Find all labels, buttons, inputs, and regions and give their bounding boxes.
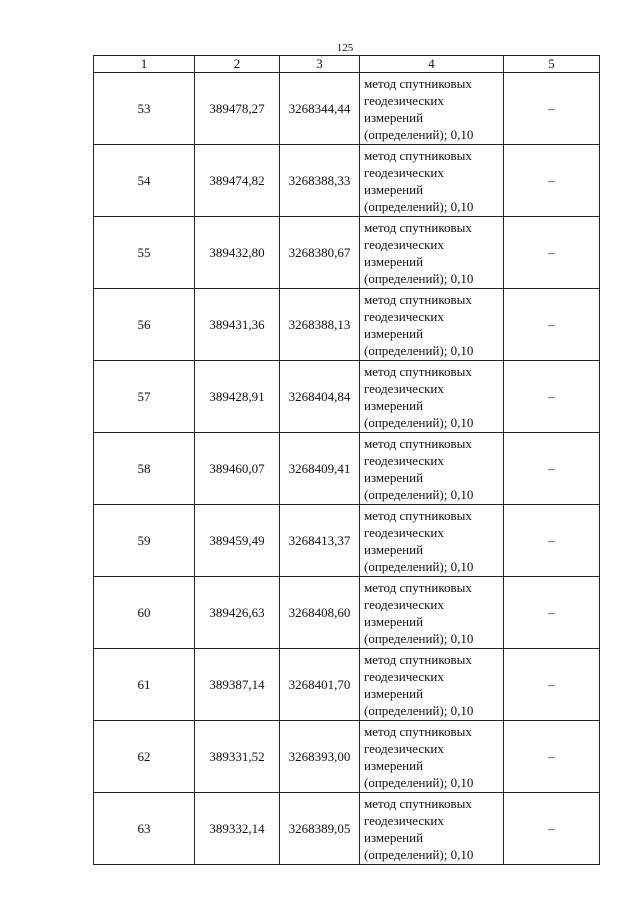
method-text-line: геодезических	[364, 741, 444, 756]
y-coordinate-cell: 3268393,00	[280, 721, 360, 793]
method-text-line: (определений); 0,10	[364, 487, 474, 502]
header-col-2: 2	[195, 56, 280, 73]
y-coordinate-cell: 3268388,13	[280, 289, 360, 361]
method-text-line: геодезических	[364, 597, 444, 612]
y-coordinate-cell: 3268413,37	[280, 505, 360, 577]
method-text-line: измерений	[364, 326, 424, 341]
coordinates-table	[93, 55, 600, 865]
method-text-line: измерений	[364, 686, 424, 701]
method-cell	[360, 145, 504, 217]
x-coordinate-cell: 389478,27	[195, 73, 280, 145]
y-coordinate-cell: 3268389,05	[280, 793, 360, 865]
table-row	[94, 793, 600, 865]
method-text-line: метод спутниковых	[364, 292, 472, 307]
y-coordinate-cell: 3268408,60	[280, 577, 360, 649]
method-text-line: геодезических	[364, 381, 444, 396]
x-coordinate-cell: 389459,49	[195, 505, 280, 577]
method-text-line: измерений	[364, 758, 424, 773]
method-text-line: (определений); 0,10	[364, 271, 474, 286]
method-cell	[360, 793, 504, 865]
table-row	[94, 649, 600, 721]
y-coordinate-cell: 3268409,41	[280, 433, 360, 505]
method-text-line: метод спутниковых	[364, 724, 472, 739]
method-text-line: геодезических	[364, 309, 444, 324]
method-text-line: (определений); 0,10	[364, 343, 474, 358]
method-text-line: (определений); 0,10	[364, 127, 474, 142]
col5-cell: –	[504, 361, 600, 433]
header-col-1: 1	[94, 56, 195, 73]
method-text-line: измерений	[364, 110, 424, 125]
y-coordinate-cell: 3268380,67	[280, 217, 360, 289]
method-text-line: метод спутниковых	[364, 580, 472, 595]
method-cell	[360, 433, 504, 505]
col5-cell: –	[504, 505, 600, 577]
method-text-line: метод спутниковых	[364, 508, 472, 523]
point-number-cell: 56	[94, 289, 195, 361]
method-text-line: (определений); 0,10	[364, 631, 474, 646]
method-text-line: метод спутниковых	[364, 436, 472, 451]
method-text-line: (определений); 0,10	[364, 847, 474, 862]
point-number-cell: 63	[94, 793, 195, 865]
table-row	[94, 721, 600, 793]
method-cell	[360, 721, 504, 793]
method-text-line: метод спутниковых	[364, 76, 472, 91]
page-number: 125	[336, 42, 354, 54]
col5-cell: –	[504, 577, 600, 649]
method-text-line: геодезических	[364, 525, 444, 540]
point-number-cell: 58	[94, 433, 195, 505]
method-cell	[360, 505, 504, 577]
header-row	[94, 56, 600, 73]
method-text-line: (определений); 0,10	[364, 559, 474, 574]
table-row	[94, 73, 600, 145]
method-text-line: метод спутниковых	[364, 796, 472, 811]
table-row	[94, 433, 600, 505]
method-text-line: (определений); 0,10	[364, 415, 474, 430]
point-number-cell: 60	[94, 577, 195, 649]
table-row	[94, 289, 600, 361]
method-text-line: геодезических	[364, 813, 444, 828]
y-coordinate-cell: 3268388,33	[280, 145, 360, 217]
y-coordinate-cell: 3268404,84	[280, 361, 360, 433]
x-coordinate-cell: 389331,52	[195, 721, 280, 793]
x-coordinate-cell: 389431,36	[195, 289, 280, 361]
col5-cell: –	[504, 649, 600, 721]
table-row	[94, 505, 600, 577]
x-coordinate-cell: 389432,80	[195, 217, 280, 289]
method-text-line: (определений); 0,10	[364, 199, 474, 214]
table-row	[94, 217, 600, 289]
col5-cell: –	[504, 289, 600, 361]
method-text-line: измерений	[364, 614, 424, 629]
table-row	[94, 361, 600, 433]
y-coordinate-cell: 3268344,44	[280, 73, 360, 145]
method-cell	[360, 649, 504, 721]
method-text-line: метод спутниковых	[364, 652, 472, 667]
method-cell	[360, 577, 504, 649]
method-text-line: геодезических	[364, 165, 444, 180]
method-text-line: геодезических	[364, 669, 444, 684]
x-coordinate-cell: 389428,91	[195, 361, 280, 433]
col5-cell: –	[504, 145, 600, 217]
point-number-cell: 55	[94, 217, 195, 289]
col5-cell: –	[504, 433, 600, 505]
header-col-3: 3	[280, 56, 360, 73]
method-text-line: измерений	[364, 470, 424, 485]
table-row	[94, 145, 600, 217]
col5-cell: –	[504, 73, 600, 145]
table-body	[94, 73, 600, 865]
y-coordinate-cell: 3268401,70	[280, 649, 360, 721]
point-number-cell: 54	[94, 145, 195, 217]
x-coordinate-cell: 389460,07	[195, 433, 280, 505]
point-number-cell: 62	[94, 721, 195, 793]
method-text-line: метод спутниковых	[364, 220, 472, 235]
method-text-line: (определений); 0,10	[364, 703, 474, 718]
point-number-cell: 53	[94, 73, 195, 145]
x-coordinate-cell: 389426,63	[195, 577, 280, 649]
method-text-line: измерений	[364, 254, 424, 269]
x-coordinate-cell: 389332,14	[195, 793, 280, 865]
x-coordinate-cell: 389474,82	[195, 145, 280, 217]
header-col-5: 5	[504, 56, 600, 73]
table-row	[94, 577, 600, 649]
col5-cell: –	[504, 217, 600, 289]
method-cell	[360, 361, 504, 433]
method-text-line: (определений); 0,10	[364, 775, 474, 790]
method-text-line: измерений	[364, 398, 424, 413]
method-cell	[360, 289, 504, 361]
point-number-cell: 59	[94, 505, 195, 577]
method-text-line: геодезических	[364, 93, 444, 108]
method-text-line: геодезических	[364, 237, 444, 252]
x-coordinate-cell: 389387,14	[195, 649, 280, 721]
method-text-line: метод спутниковых	[364, 148, 472, 163]
method-text-line: метод спутниковых	[364, 364, 472, 379]
col5-cell: –	[504, 721, 600, 793]
point-number-cell: 61	[94, 649, 195, 721]
header-col-4: 4	[360, 56, 504, 73]
method-text-line: измерений	[364, 182, 424, 197]
method-cell	[360, 73, 504, 145]
col5-cell: –	[504, 793, 600, 865]
method-text-line: геодезических	[364, 453, 444, 468]
method-text-line: измерений	[364, 542, 424, 557]
method-text-line: измерений	[364, 830, 424, 845]
point-number-cell: 57	[94, 361, 195, 433]
method-cell	[360, 217, 504, 289]
